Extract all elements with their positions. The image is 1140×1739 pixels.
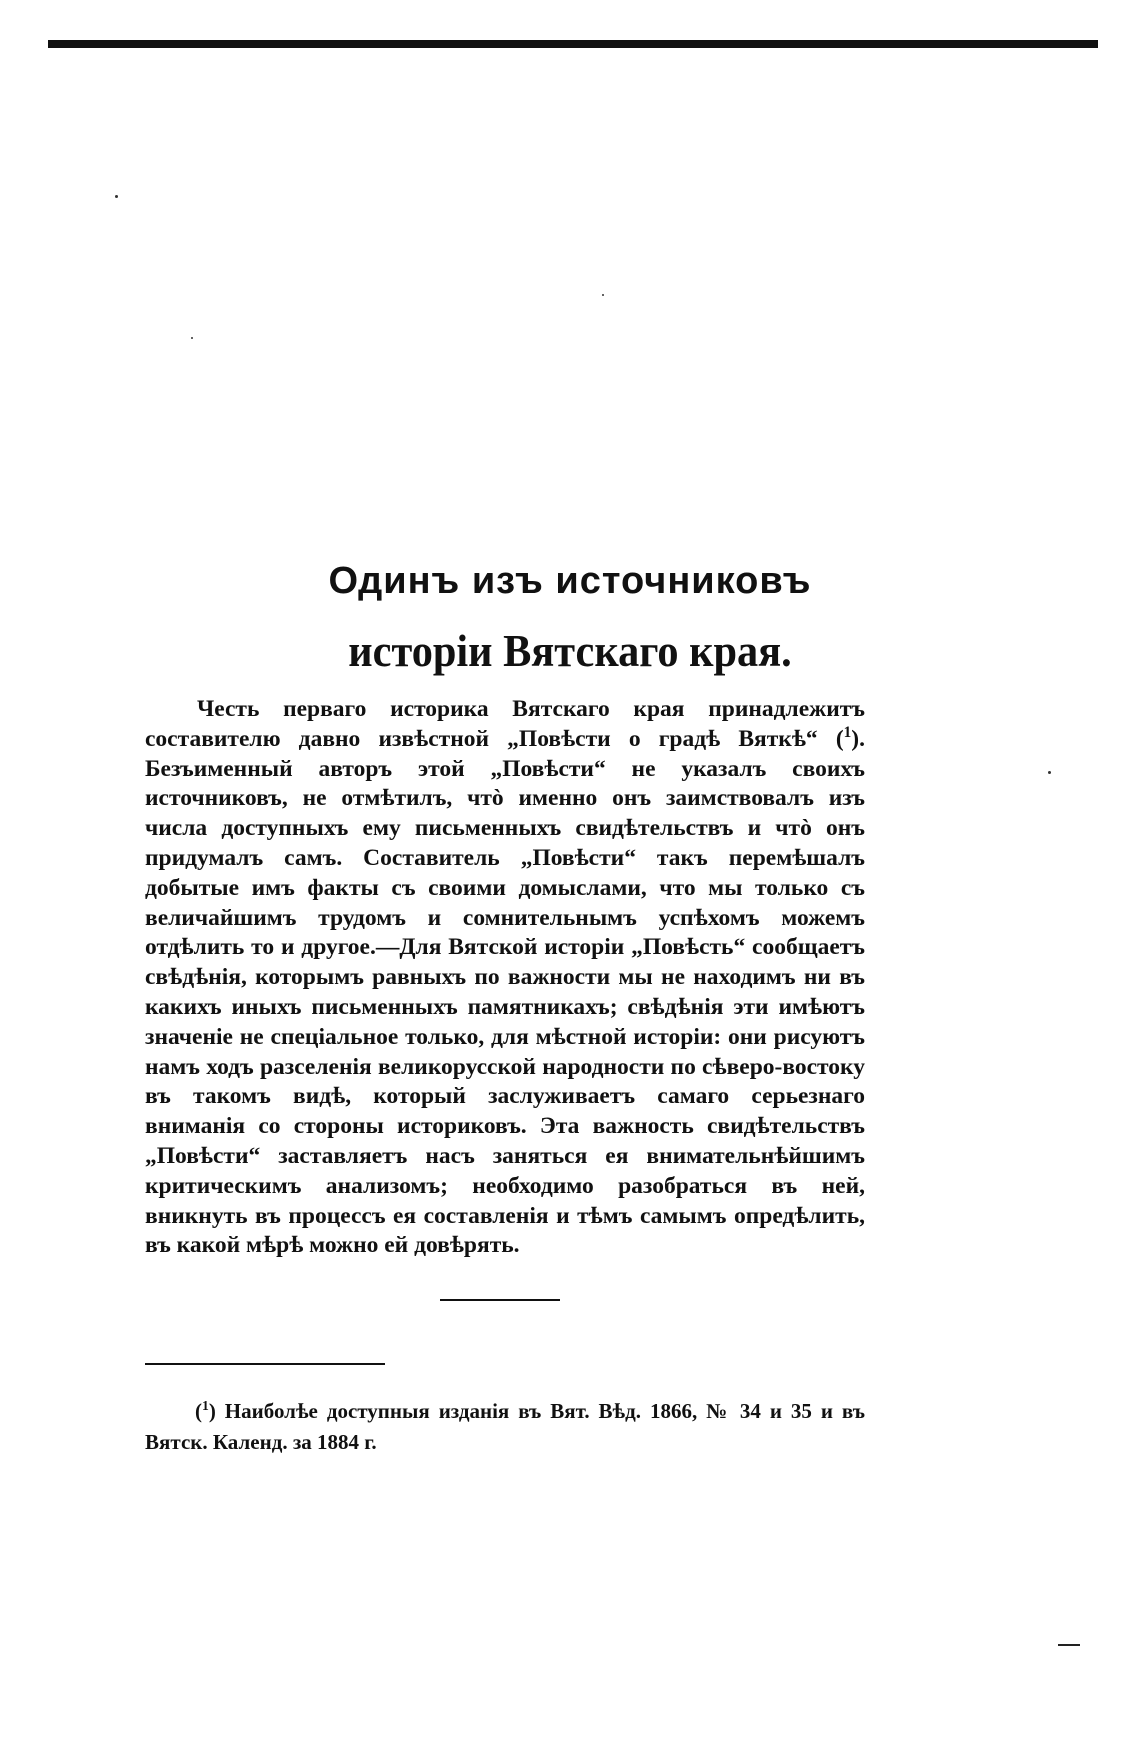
main-paragraph [145, 695, 865, 1261]
scan-speck [1048, 771, 1051, 774]
paragraph-text-start: Честь перваго историка Вятскаго края принадлежитъ составителю давно извѣстной „Повѣсти о градѣ Вяткѣ“ ( [145, 696, 865, 752]
footnote: ($^1$) Наиболѣе доступныя изданія въ Вят. Вѣд. 1866, № 34 и 35 и въ Вятск. Календ. за 1884 г. [145, 1398, 865, 1454]
section-divider [440, 1299, 560, 1301]
margin-dash [1058, 1644, 1080, 1646]
footnote-marker: 1 [202, 1398, 209, 1413]
footnote-divider [145, 1363, 385, 1365]
footnote-text: Наиболѣе доступныя изданія въ Вят. Вѣд. 1866, № 34 и 35 и въ Вятск. Календ. за 1884 г. [145, 1399, 865, 1454]
footnote-reference: 1 [843, 723, 852, 741]
scan-speck [602, 294, 604, 296]
article-title-line-2: исторіи Вятскаго края. [348, 625, 792, 676]
article-title-line-1: Одинъ изъ источниковъ [328, 560, 812, 602]
top-border-rule [48, 40, 1098, 48]
scan-speck [115, 195, 118, 198]
scan-speck [191, 337, 193, 339]
paragraph-text-end: ). Безъименный авторъ этой „Повѣсти“ не указалъ своихъ источниковъ, не отмѣтилъ, чтò именно онъ заимствовалъ изъ числа доступныхъ ему письменныхъ свидѣтельствъ и чтò онъ придумалъ самъ. Составитель „Повѣсти“ такъ перемѣшалъ добытые имъ факты съ своими домыслами, что мы только съ величайшимъ трудомъ и сомнительнымъ успѣхомъ можемъ отдѣлить то и другое.—Для Вятской исторіи „Повѣсть“ сообщаетъ свѣдѣнія, которымъ равныхъ по важности мы не находимъ ни въ какихъ иныхъ письменныхъ памятникахъ; свѣдѣнія эти имѣютъ значеніе не спеціальное только, для мѣстной исторіи: они рисуютъ намъ ходъ разселенія великорусской народности по сѣверо-востоку въ такомъ видѣ, который заслуживаетъ самаго серьезнаго вниманія со стороны историковъ. Эта важность свидѣтельствъ „Повѣсти“ заставляетъ насъ заняться ея внимательнѣйшимъ критическимъ анализомъ; необходимо разобраться въ ней, вникнуть въ процессъ ея составленія и тѣмъ самымъ опредѣлить, въ какой мѣрѣ можно ей довѣрять. [145, 725, 865, 1259]
